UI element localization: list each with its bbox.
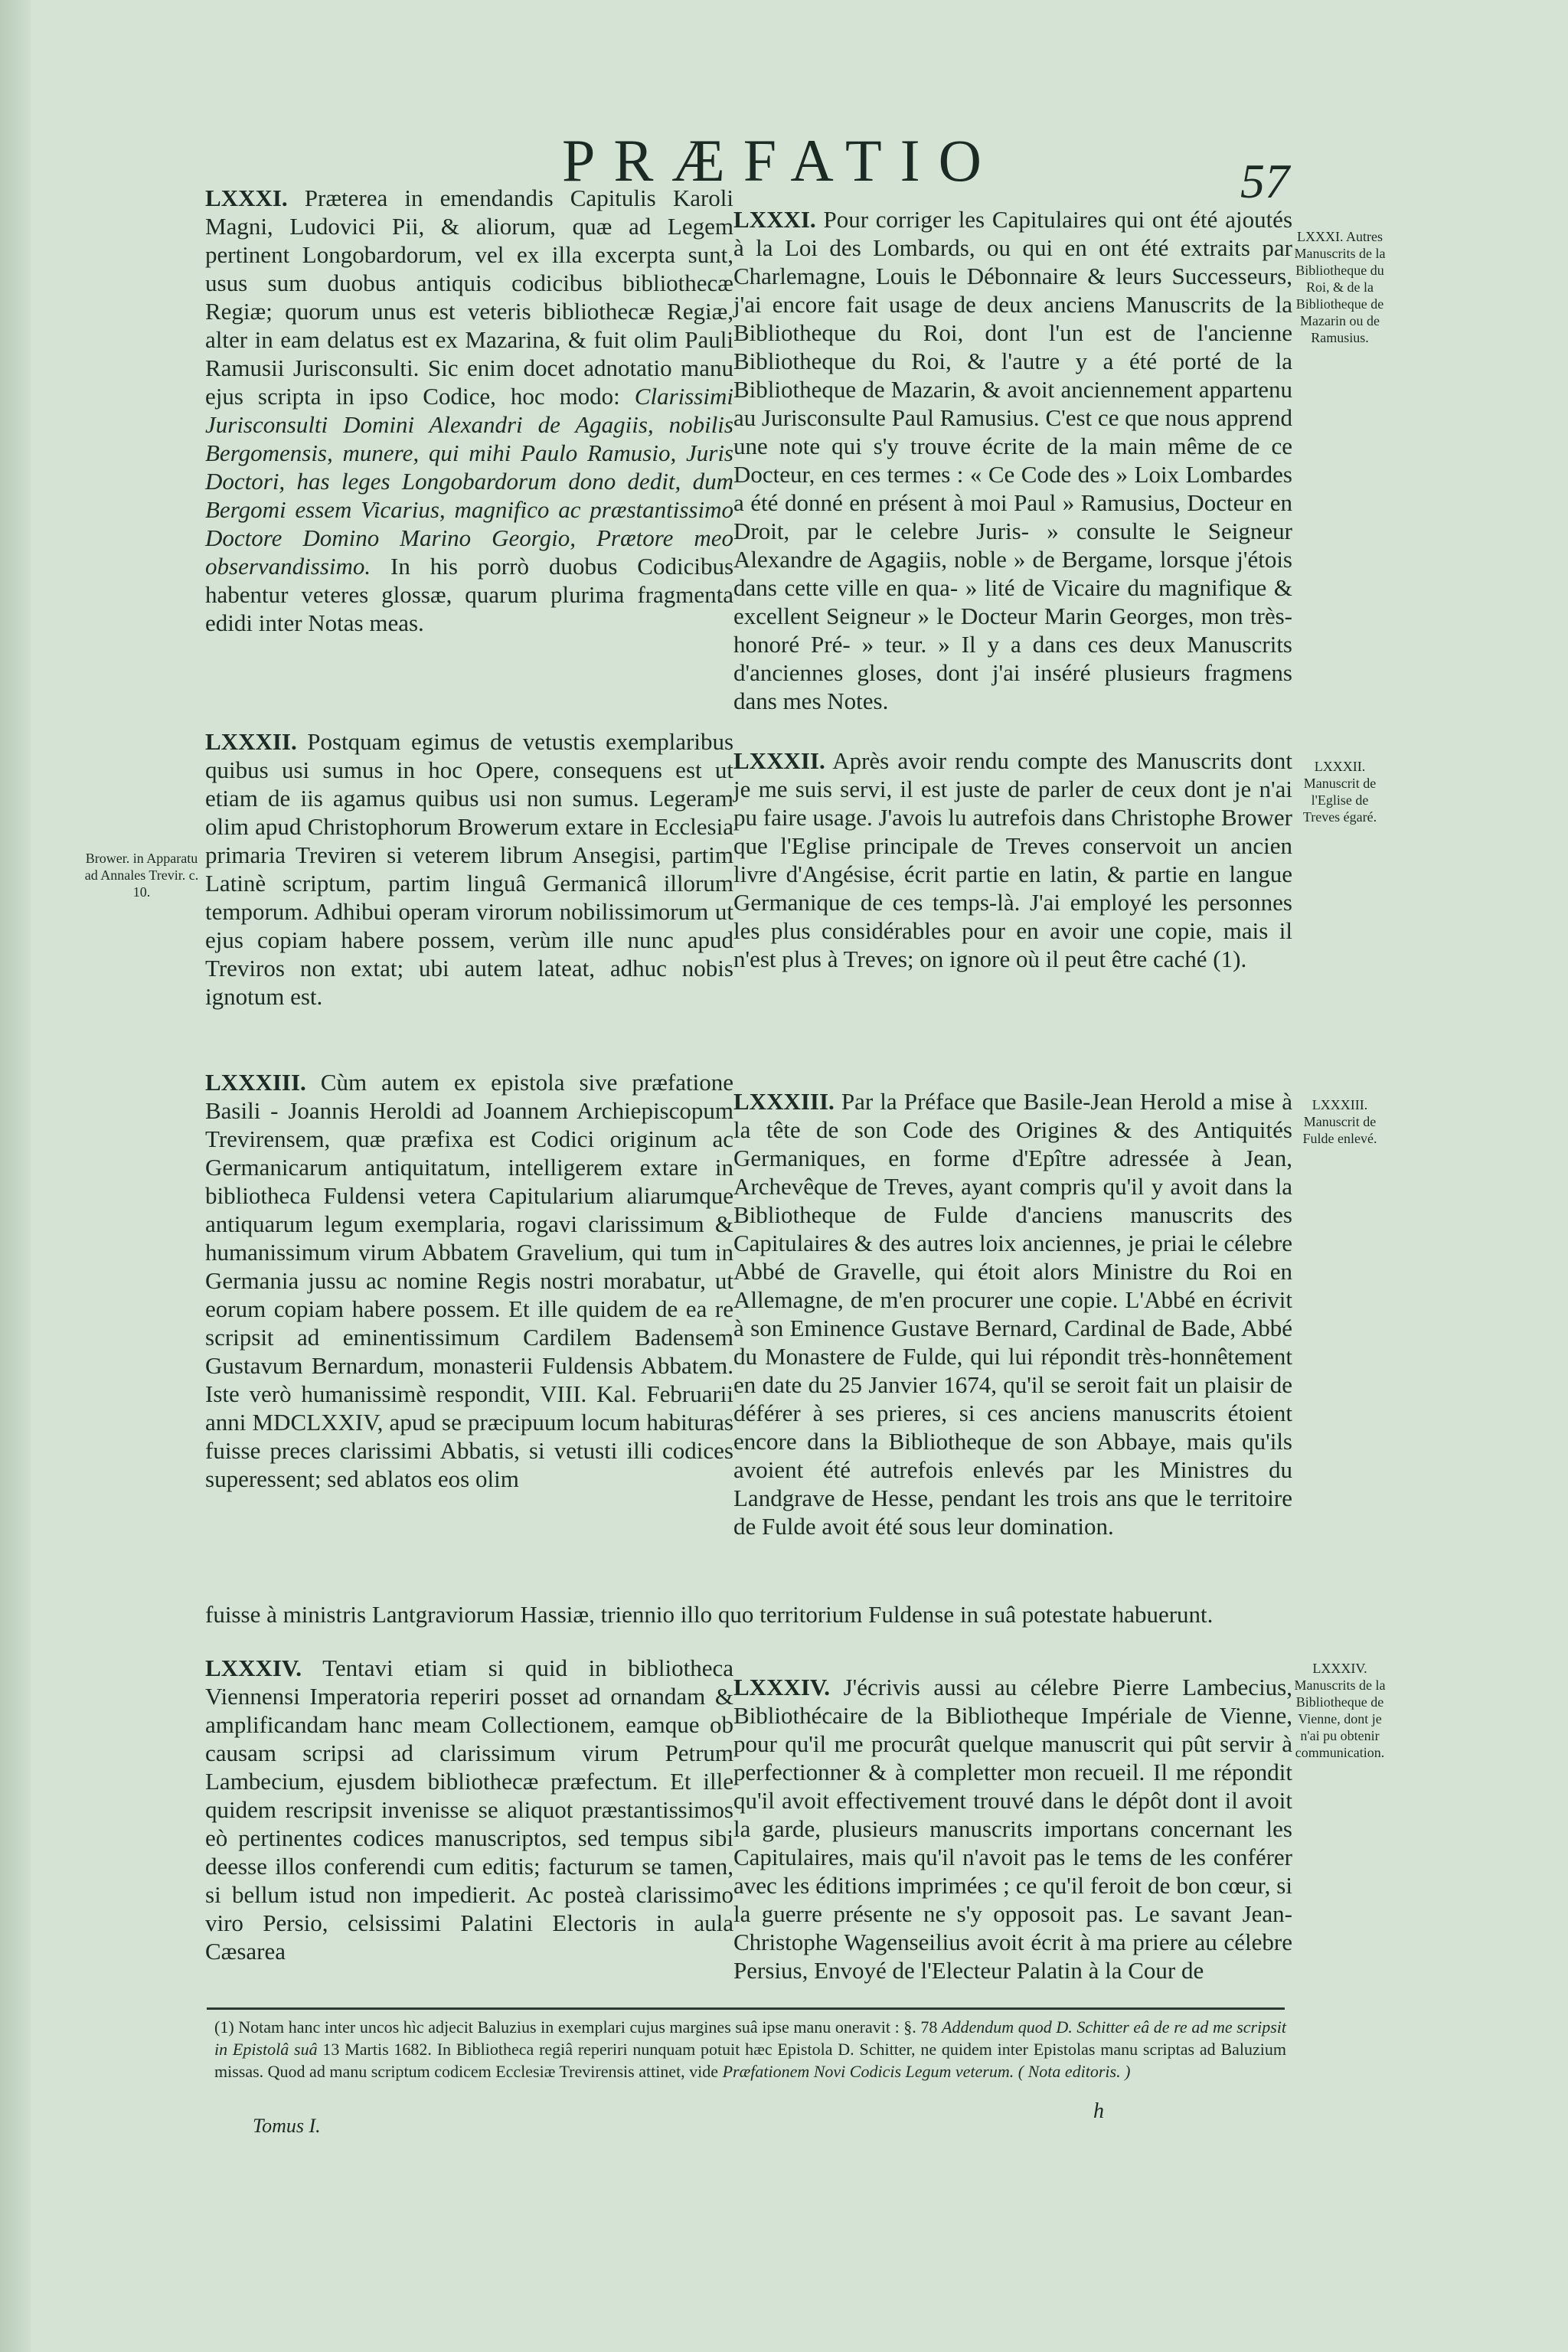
french-text: Après avoir rendu compte des Manuscrits dont je me suis servi, il est juste de parler de ceux dont je n'ai pu faire usage. J'avois lu autrefois dans Christophe Brower que l'Eglise principale de Treves conservoit un ancien livre d'Angésise, écrit partie en latin, & partie en langue Germanique de ces temps-là. J'ai employé les personnes les plus considérables pour en avoir une copie, mais il n'est plus à Treves; on ignore où il peut être caché (1). bbox=[733, 747, 1292, 972]
signature-mark: h bbox=[1093, 2099, 1104, 2123]
section-number: LXXXII. bbox=[733, 747, 825, 774]
french-paragraph-84 bbox=[733, 1673, 1292, 1984]
footnote-text-a: (1) Notam hanc inter uncos hìc adjecit Baluzius in exemplari cujus margines suâ ipse manu oneravit : §. 78 bbox=[214, 2017, 938, 2037]
section-number: LXXXI. bbox=[733, 206, 816, 233]
latin-paragraph-84 bbox=[205, 1654, 733, 1965]
french-paragraph-83 bbox=[733, 1087, 1292, 1540]
latin-text-end: In his porrò duobus Codicibus habentur veteres glossæ, quarum plurima fragmenta edidi inter Notas meas. bbox=[205, 553, 734, 636]
latin-italic-quote: Clarissimi Jurisconsulti Domini Alexandri de Agagiis, nobilis Bergomensis, munere, qui mihi Paulo Ramusio, Juris Doctori, has leges Longobardorum dono dedit, dum Bergomi essem Vicarius, magnifico ac præstantissimo Doctore Domino Marino Georgio, Prætore meo observandissimo. bbox=[205, 383, 733, 580]
footnote bbox=[214, 2016, 1286, 2082]
footnote-text-e: ( Nota editoris. ) bbox=[1018, 2062, 1131, 2081]
section-number: LXXXII. bbox=[205, 728, 297, 755]
running-title: PRÆFATIO bbox=[562, 127, 1000, 194]
section-number: LXXXIV. bbox=[733, 1674, 831, 1700]
french-text: J'écrivis aussi au célebre Pierre Lambecius, Bibliothécaire de la Bibliotheque Impériale de Vienne, pour qu'il me procurât quelque manuscrit qui pût servir à perfectionner & à completter mon recueil. Il me répondit qu'il avoit effectivement trouvé dans le dépôt dont il avoit la garde, plusieurs manuscrits importans concernant les Capitulaires, mais qu'il n'avoit pas le tems de les conférer avec les éditions imprimées ; ce qu'il feroit de bon cœur, si la guerre présente ne s'y opposoit pas. Le savant Jean-Christophe Wagenseilius avoit écrit à ma priere au célebre Persius, Envoyé de l'Electeur Palatin à la Cour de bbox=[733, 1674, 1292, 1984]
section-number: LXXXI. bbox=[205, 185, 288, 211]
latin-text: Tentavi etiam si quid in bibliotheca Viennensi Imperatoria reperiri posset ad ornandam & amplificandam hanc meam Collectionem, eamque ob causam scripsi ad clarissimum virum Petrum Lambecium, ejusdem bibliothecæ præfectum. Et ille quidem rescripsit invenisse se aliquot præstantissimos eò pertinentes codices manuscriptos, sed tempus sibi deesse illos conferendi cum editis; facturum se tamen, si bellum istud non impedierit. Ac posteà clarissimo viro Persio, celsissimi Palatini Electoris in aula Cæsarea bbox=[205, 1655, 733, 1965]
section-number: LXXXIII. bbox=[205, 1069, 306, 1096]
footnote-rule bbox=[207, 2007, 1285, 2010]
volume-label: Tomus I. bbox=[253, 2115, 321, 2137]
margin-note-brower: Brower. in Apparatu ad Annales Trevir. c. 10. bbox=[84, 851, 199, 900]
section-number: LXXXIV. bbox=[205, 1655, 302, 1681]
latin-paragraph-81 bbox=[205, 184, 733, 637]
margin-note-83: LXXXIII. Manuscrit de Fulde enlevé. bbox=[1302, 1097, 1377, 1146]
latin-wide-line-83: fuisse à ministris Lantgraviorum Hassiæ, triennio illo quo territorium Fuldense in suâ potestate habuerunt. bbox=[205, 1601, 1214, 1628]
french-paragraph-82 bbox=[733, 746, 1292, 973]
margin-note-84: LXXXIV. Manuscrits de la Bibliotheque de Vienne, dont je n'ai pu obtenir communication. bbox=[1294, 1661, 1386, 1760]
footnote-text-c: 13 Martis 1682. In Bibliotheca regiâ reperiri nunquam potuit hæc Epistola D. Schitter, ne quidem inter Epistolas manu scriptas ad Baluzium missas. Quod ad manu scriptum codicem Ecclesiæ Trevirensis attinet, vide bbox=[214, 2040, 1287, 2081]
footnote-text-b: Addendum quod D. Schitter eâ de re ad me scripsit in Epistolâ suâ bbox=[214, 2017, 1286, 2059]
margin-note-82: LXXXII. Manuscrit de l'Eglise de Treves égaré. bbox=[1302, 759, 1377, 825]
french-paragraph-81 bbox=[733, 205, 1292, 715]
margin-note-81: LXXXI. Autres Manuscrits de la Bibliotheque du Roi, & de la Bibliotheque de Mazarin ou de Ramusius. bbox=[1294, 229, 1386, 345]
latin-text: Postquam egimus de vetustis exemplaribus quibus usi sumus in hoc Opere, consequens est ut etiam de iis agamus quibus usi non sumus. Legeram olim apud Christophorum Browerum extare in Ecclesia primaria Treviren si veterem librum Ansegisi, partim Latinè scriptum, partim linguâ Germanicâ illorum temporum. Adhibui operam virorum nobilissimorum ut ejus copiam habere possem, verùm ille nunc apud Treviros non extat; ubi autem lateat, adhuc nobis ignotum est. bbox=[205, 728, 734, 1010]
section-number: LXXXIII. bbox=[733, 1088, 835, 1115]
latin-paragraph-82 bbox=[205, 727, 733, 1011]
latin-text: Cùm autem ex epistola sive præfatione Basili - Joannis Heroldi ad Joannem Archiepiscopum Trevirensem, quæ præfixa est Codici originum ac Germanicarum antiquitatum, intelligerem extare in bibliotheca Fuldensi vetera Capitularium aliarumque antiquarum legum exemplaria, rogavi clarissimum & humanissimum virum Abbatem Gravelium, qui tum in Germania jussu ac nomine Regis nostri morabatur, ut eorum copiam habere possem. Et ille quidem de ea re scripsit ad eminentissimum Cardilem Badensem Gustavum Bernardum, monasterii Fuldensis Abbatem. Iste verò humanissimè respondit, VIII. Kal. Februarii anni MDCLXXIV, apud se præcipuum locum habituras fuisse preces clarissimi Abbatis, si vetusti illi codices superessent; sed ablatos eos olim bbox=[205, 1069, 733, 1492]
book-spine-shadow bbox=[0, 0, 31, 2352]
french-text: Par la Préface que Basile-Jean Herold a mise à la tête de son Code des Origines & des Antiquités Germaniques, en forme d'Epître adressée à Jean, Archevêque de Treves, ayant compris qu'il y avoit dans la Bibliotheque de Fulde d'anciens manuscrits des Capitulaires & des autres loix anciennes, je priai le célebre Abbé de Gravelle, qui étoit alors Ministre du Roi en Allemagne, de m'en procurer une copie. L'Abbé en écrivit à son Eminence Gustave Bernard, Cardinal de Bade, Abbé du Monastere de Fulde, qui lui répondit très-honnêtement en date du 25 Janvier 1674, qu'il se seroit fait un plaisir de déférer à ses prieres, si ces anciens manuscrits étoient encore dans la Bibliotheque de son Abbaye, mais qu'ils avoient été autrefois enlevés par les Ministres du Landgrave de Hesse, pendant les trois ans que le territoire de Fulde avoit été sous leur domination. bbox=[733, 1088, 1293, 1540]
latin-text: Præterea in emendandis Capitulis Karoli Magni, Ludovici Pii, & aliorum, quæ ad Legem pertinent Longobardorum, vel ex illa excerpta sunt, usus sum duobus antiquis codicibus bibliothecæ Regiæ; quorum unus est veteris bibliothecæ Regiæ, alter in eam delatus est ex Mazarina, & fuit olim Pauli Ramusii Jurisconsulti. Sic enim docet adnotatio manu ejus scripta in ipso Codice, hoc modo: bbox=[205, 185, 734, 410]
french-text: Pour corriger les Capitulaires qui ont été ajoutés à la Loi des Lombards, ou qui en ont été extraits par Charlemagne, Louis le Débonnaire & leurs Successeurs, j'ai encore fait usage de deux anciens Manuscrits de la Bibliotheque du Roi, dont l'un est de l'ancienne Bibliotheque du Roi, & l'autre y a été porté de la Bibliotheque de Mazarin, & avoit anciennement appartenu au Jurisconsulte Paul Ramusius. C'est ce que nous apprend une note qui s'y trouve écrite de la main même de ce Docteur, en ces termes : « Ce Code des » Loix Lombardes a été donné en présent à moi Paul » Ramusius, Docteur en Droit, par le celebre Juris- » consulte le Seigneur Alexandre de Agagiis, noble » de Bergame, lorsque j'étois dans cette ville en qua- » lité de Vicaire du magnifique & excellent Seigneur » le Docteur Marin Georges, mon très-honoré Pré- » teur. » Il y a dans ces deux Manuscrits d'anciennes gloses, dont j'ai inséré plusieurs fragmens dans mes Notes. bbox=[733, 206, 1293, 714]
page-number: 57 bbox=[1240, 154, 1289, 208]
footnote-text-d: Præfationem Novi Codicis Legum veterum. bbox=[722, 2062, 1014, 2081]
latin-paragraph-83 bbox=[205, 1068, 733, 1493]
